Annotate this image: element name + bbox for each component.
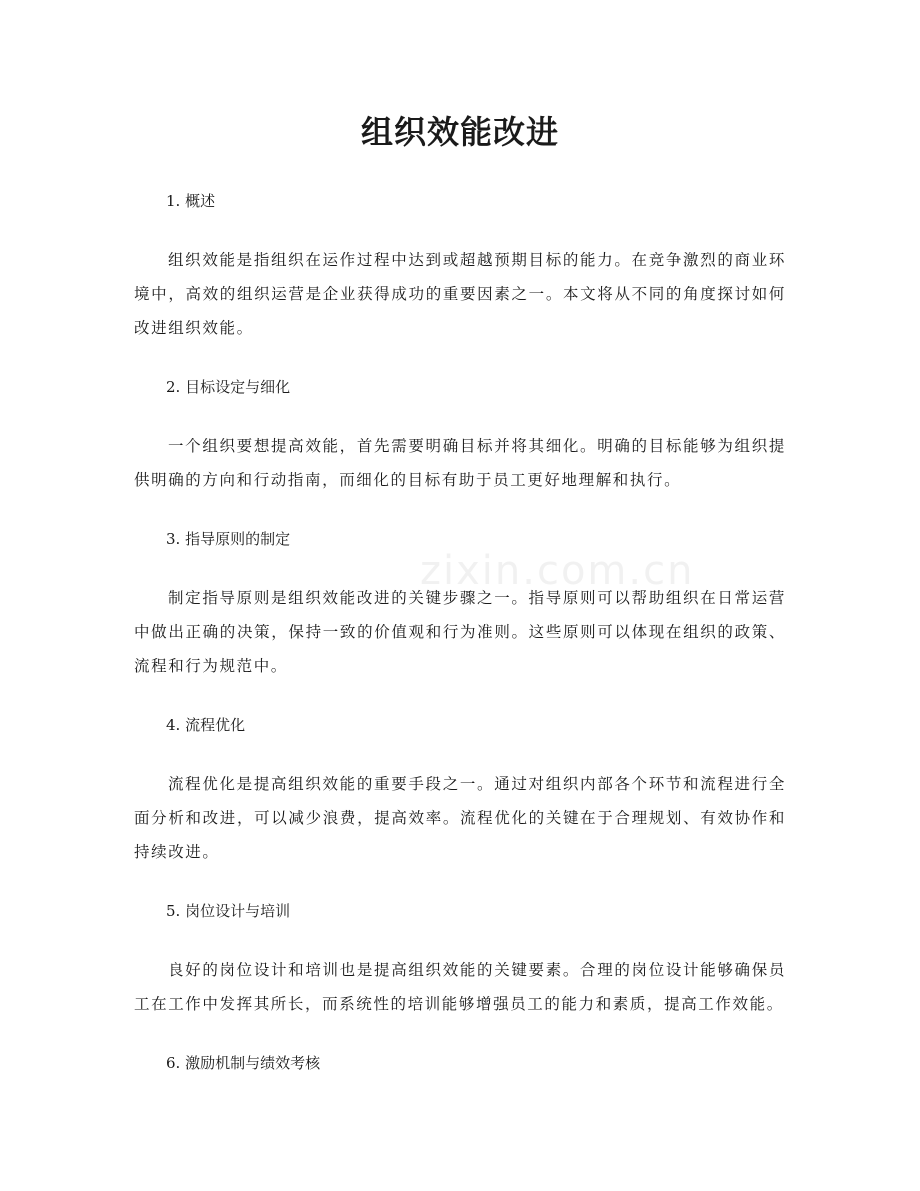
section-incentives-performance: [134, 1048, 786, 1078]
section-heading: 5. 岗位设计与培训: [166, 902, 291, 920]
section-heading: 3. 指导原则的制定: [166, 530, 291, 548]
section-heading: 2. 目标设定与细化: [166, 378, 291, 396]
section-paragraph: 良好的岗位设计和培训也是提高组织效能的关键要素。合理的岗位设计能够确保员工在工作中发挥其所长，而系统性的培训能够增强员工的能力和素质，提高工作效能。: [134, 961, 786, 1013]
section-paragraph: 流程优化是提高组织效能的重要手段之一。通过对组织内部各个环节和流程进行全面分析和改进，可以减少浪费，提高效率。流程优化的关键在于合理规划、有效协作和持续改进。: [134, 775, 786, 861]
section-process-optimization: [134, 710, 786, 869]
section-paragraph: 组织效能是指组织在运作过程中达到或超越预期目标的能力。在竞争激烈的商业环境中，高效的组织运营是企业获得成功的重要因素之一。本文将从不同的角度探讨如何改进组织效能。: [134, 251, 786, 337]
section-heading: 1. 概述: [166, 192, 216, 210]
section-paragraph: 一个组织要想提高效能，首先需要明确目标并将其细化。明确的目标能够为组织提供明确的方向和行动指南，而细化的目标有助于员工更好地理解和执行。: [134, 437, 786, 489]
section-guiding-principles: [134, 524, 786, 683]
section-paragraph: 制定指导原则是组织效能改进的关键步骤之一。指导原则可以帮助组织在日常运营中做出正确的决策，保持一致的价值观和行为准则。这些原则可以体现在组织的政策、流程和行为规范中。: [134, 589, 786, 675]
section-heading: 4. 流程优化: [166, 716, 246, 734]
section-overview: [134, 186, 786, 345]
section-heading: 6. 激励机制与绩效考核: [166, 1054, 321, 1072]
watermark: zixin.com.cn: [420, 548, 695, 594]
document-title: 组织效能改进: [360, 113, 559, 151]
section-job-design-training: [134, 896, 786, 1021]
document-content: [134, 186, 786, 1105]
section-goal-setting: [134, 372, 786, 497]
